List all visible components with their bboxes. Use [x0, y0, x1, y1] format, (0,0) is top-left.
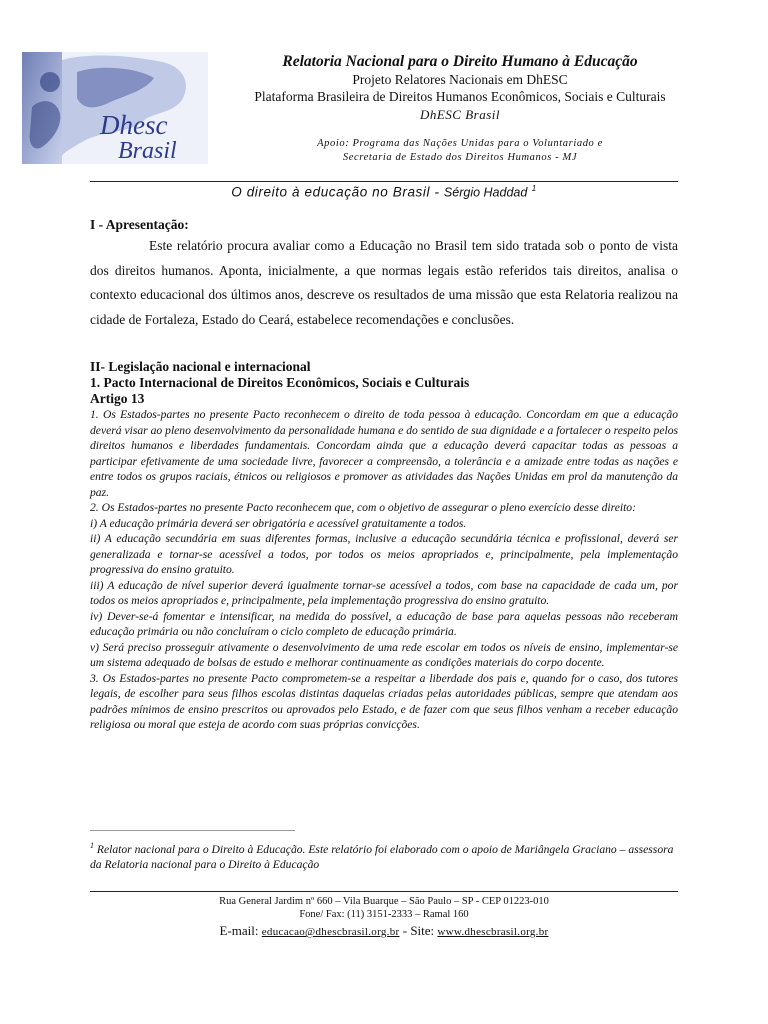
section-heading-legislation: II- Legislação nacional e internacional	[90, 359, 311, 374]
footnote-mark: 1	[90, 841, 94, 850]
logo-text-brasil: Brasil	[118, 138, 177, 164]
header-platform: Plataforma Brasileira de Direitos Humanos Econômicos, Sociais e Culturais	[254, 89, 666, 104]
header-support-line2: Secretaria de Estado dos Direitos Humanos - MJ	[342, 152, 578, 163]
document-title	[90, 184, 678, 200]
document-title-main: O direito à educação no Brasil	[231, 184, 431, 200]
article-item: 3. Os Estados-partes no presente Pacto comprometem-se a respeitar a liberdade dos pais e, quando for o caso, dos tutores legais, de escolher para seus filhos escolas distintas daquelas criadas pelas autoridades públicas, sempre que atendam aos padrões mínimos de ensino prescritos ou aprovados pelo Estado, e de fazer com que seus filhos venham a receber educação religiosa ou moral que esteja de acordo com suas próprias convicções.	[90, 671, 678, 731]
footer-site-label: - Site:	[399, 923, 438, 938]
footnote-divider	[90, 830, 295, 831]
legislation-section	[90, 359, 678, 733]
logo-text-dhesc: Dhesc	[100, 110, 168, 140]
header-project: Projeto Relatores Nacionais em DhESC	[352, 72, 568, 87]
subheading-pact: 1. Pacto Internacional de Direitos Econômicos, Sociais e Culturais	[90, 375, 470, 390]
footnote-reference: 1	[531, 184, 537, 193]
footer-site-link[interactable]: www.dhescbrasil.org.br	[437, 926, 549, 938]
header-title: Relatoria Nacional para o Direito Humano à Educação	[282, 53, 638, 70]
header-support-line1: Apoio: Programa das Nações Unidas para o Voluntariado e	[317, 138, 603, 149]
article-text	[90, 407, 678, 733]
document-author: Sérgio Haddad	[443, 185, 528, 200]
footer-contact	[90, 923, 678, 939]
presentation-paragraph: Este relatório procura avaliar como a Educação no Brasil tem sido tratada sob o ponto de vista dos direitos humanos. Aponta, inicialmente, a que normas legais estão referidos tais direitos, analisa o contexto educacional dos últimos anos, descreve os resultados de uma missão que esta Relatoria realizou na cidade de Fortaleza, Estado do Ceará, estabelece recomendações e conclusões.	[90, 238, 678, 327]
footer-address: Rua General Jardim nº 660 – Vila Buarque – São Paulo – SP - CEP 01223-010	[219, 896, 549, 907]
footer-divider	[90, 891, 678, 892]
dhesc-logo	[22, 52, 208, 164]
presentation-paragraph-block	[90, 234, 678, 332]
article-item: i) A educação primária deverá ser obrigatória e acessível gratuitamente a todos.	[90, 516, 467, 530]
article-item: 2. Os Estados-partes no presente Pacto reconhecem que, com o objetivo de assegurar o pleno exercício desse direito:	[90, 501, 636, 514]
footnote	[90, 838, 678, 873]
footer-email-link[interactable]: educacao@dhescbrasil.org.br	[261, 926, 400, 938]
header-divider	[90, 181, 678, 182]
article-item: v) Será preciso prosseguir ativamente o desenvolvimento de uma rede escolar em todos os níveis de ensino, implementar-se um sistema adequado de bolsas de estudo e melhorar continuamente as condições materiais do corpo docente.	[90, 640, 678, 669]
footer-email-label: E-mail:	[219, 923, 262, 938]
article-item: 1. Os Estados-partes no presente Pacto reconhecem o direito de toda pessoa à educação. Concordam em que a educação deverá visar ao pleno desenvolvimento da personalidade humana e do sentido de sua dignidade e a fortalecer o respeito pelos direitos humanos e liberdades fundamentais. Concordam ainda que a educação deverá capacitar todas as pessoas a participar efetivamente de uma sociedade livre, favorecer a compreensão, a tolerância e a amizade entre todas as nações e entre todos os grupos raciais, étnicos ou religiosos e promover as atividades das Nações Unidas em prol da manutenção da paz.	[90, 408, 678, 499]
dhesc-logo-graphic	[22, 52, 208, 164]
article-item: iii) A educação de nível superior deverá igualmente tornar-se acessível a todos, com base na capacidade de cada um, por todos os meios apropriados e, principalmente, pela implementação progressiva do ensino gratuito.	[90, 578, 678, 607]
section-heading-presentation: I - Apresentação:	[90, 217, 189, 232]
footnote-text: Relator nacional para o Direito à Educação. Este relatório foi elaborado com o apoio de Mariângela Graciano – assessora da Relatoria nacional para o Direito à Educação	[90, 842, 674, 872]
article-label: Artigo 13	[90, 391, 145, 406]
footer-phone: Fone/ Fax: (11) 3151-2333 – Ramal 160	[299, 909, 469, 920]
article-item: iv) Dever-se-á fomentar e intensificar, na medida do possível, a educação de base para aquelas pessoas não receberam educação primária ou não concluíram o ciclo completo de educação primária.	[90, 609, 678, 638]
document-title-separator: -	[434, 184, 444, 200]
article-item: ii) A educação secundária em suas diferentes formas, inclusive a educação secundária técnica e profissional, deverá ser generalizada e tornar-se acessível a todos, por todos os meios apropriados e, principalmente, pela implementação progressiva do ensino gratuito.	[90, 532, 678, 576]
header-org: DhESC Brasil	[419, 107, 501, 122]
